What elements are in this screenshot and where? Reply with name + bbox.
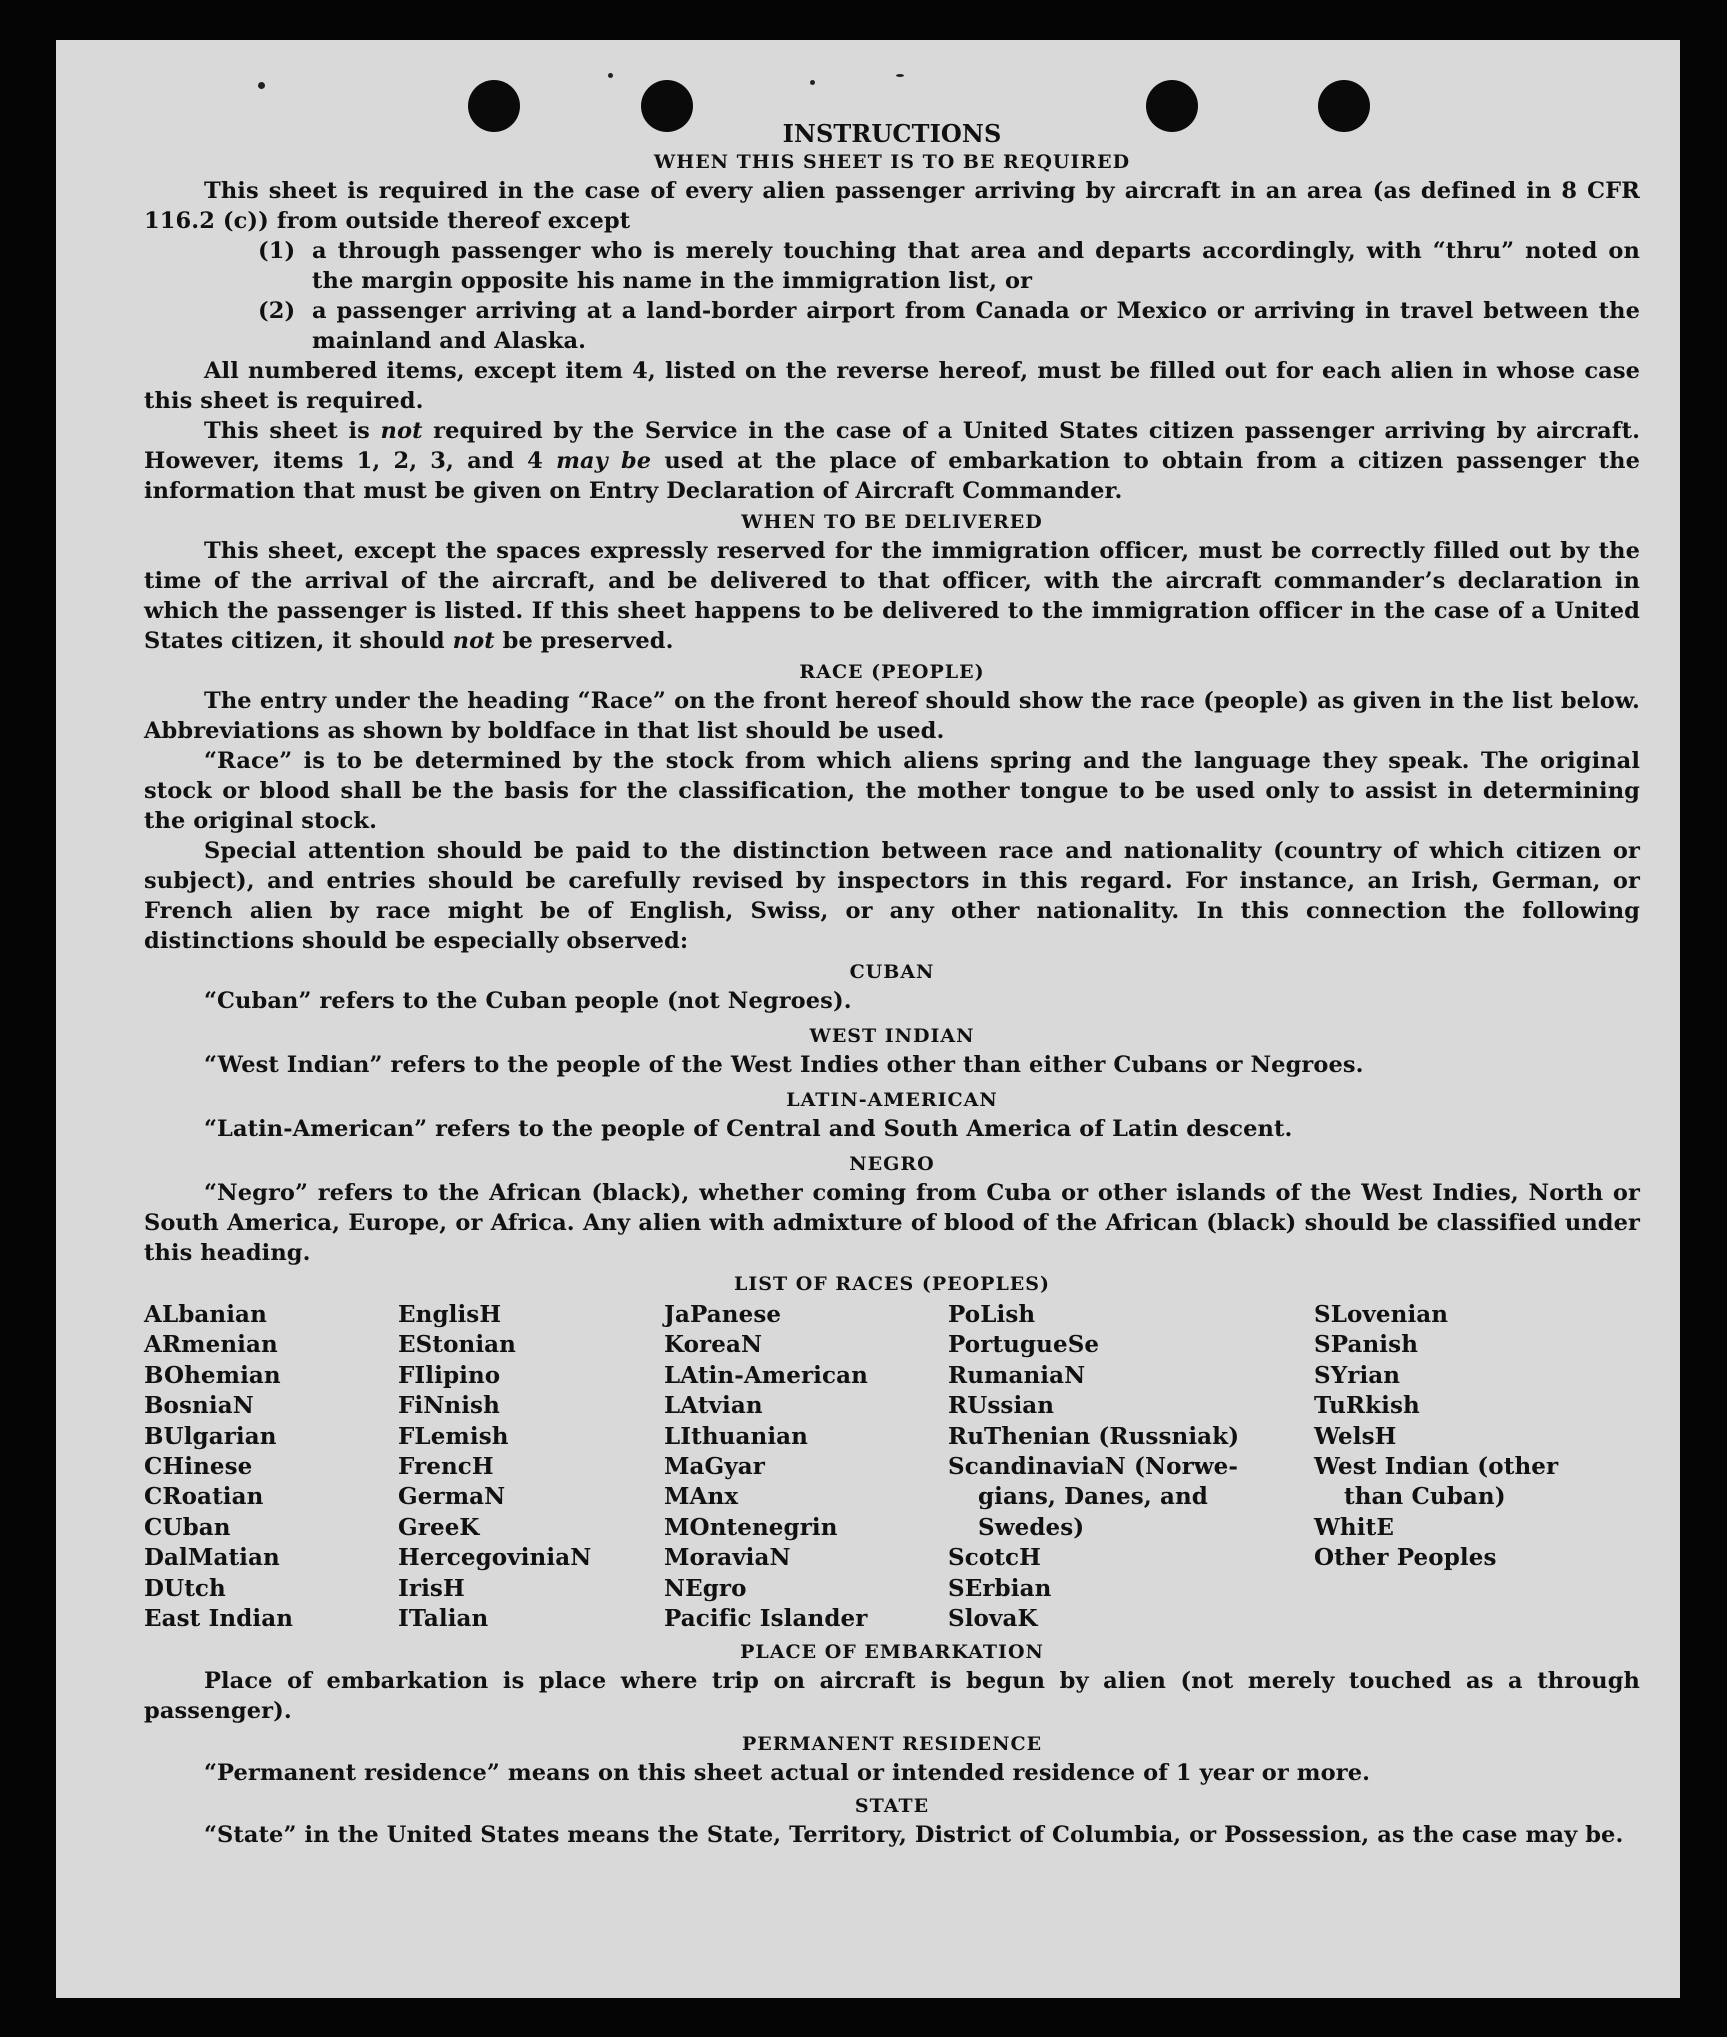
ink-speck	[896, 74, 904, 77]
section-heading: CUBAN	[849, 961, 935, 983]
instructions-content	[144, 118, 1640, 1850]
paragraph: “State” in the United States means the State, Territory, District of Columbia, or Possession, as the case may be.	[204, 1822, 1624, 1849]
race-item: ALbanian	[144, 1301, 267, 1328]
races-column-4	[948, 1300, 1314, 1634]
paragraph: This sheet is not required by the Service in the case of a United States citizen passenger arriving by aircraft. However, items 1, 2, 3, and 4 may be used at the place of embarkation to obtain from a citizen passenger the information that must be given on Entry Declaration of Aircraft Commander.	[144, 418, 1641, 504]
race-item: ARmenian	[144, 1331, 278, 1359]
paragraph: “Negro” refers to the African (black), whether coming from Cuba or other islands of the West Indies, North or South America, Europe, or Africa. Any alien with admixture of blood of the African (black) should be classified under this heading.	[144, 1180, 1640, 1266]
section-heading: LIST OF RACES (PEOPLES)	[734, 1273, 1050, 1295]
races-column-5	[1314, 1300, 1594, 1634]
race-item: GreeK	[398, 1513, 480, 1541]
race-item: FrencH	[398, 1453, 494, 1481]
section-heading: NEGRO	[849, 1153, 935, 1175]
race-item: East Indian	[144, 1605, 294, 1633]
item-number: (2)	[258, 298, 296, 324]
section-heading: LATIN-AMERICAN	[786, 1089, 998, 1111]
race-item: BUlgarian	[144, 1422, 277, 1450]
race-item: FiNnish	[398, 1392, 500, 1420]
paragraph: Place of embarkation is place where trip on aircraft is begun by alien (not merely touched as a through passenger).	[144, 1668, 1640, 1725]
paragraph: This sheet is required in the case of every alien passenger arriving by aircraft in an area (as defined in 8 CFR 116.2 (c)) from outside thereof except	[144, 178, 1640, 234]
list-item	[258, 236, 1640, 296]
races-column-2	[398, 1300, 664, 1634]
race-item: GermaN	[398, 1483, 506, 1511]
race-item: SPanish	[1314, 1331, 1419, 1359]
race-item: TuRkish	[1314, 1392, 1420, 1420]
list-item	[258, 296, 1640, 356]
section-heading: WHEN THIS SHEET IS TO BE REQUIRED	[653, 151, 1131, 173]
paragraph: “Race” is to be determined by the stock from which aliens spring and the language they speak. The original stock or blood shall be the basis for the classification, the mother tongue to be used only to assist in determining the original stock.	[144, 748, 1640, 834]
race-item: FIlipino	[398, 1361, 501, 1389]
race-item: ScandinaviaN (Norwe-	[948, 1453, 1239, 1481]
race-item: DalMatian	[144, 1544, 280, 1572]
item-text: a passenger arriving at a land-border airport from Canada or Mexico or arriving in travel between the mainland and Alaska.	[312, 298, 1640, 354]
document-sheet	[56, 40, 1680, 1998]
item-number: (1)	[258, 238, 296, 264]
section-heading: RACE (PEOPLE)	[799, 661, 985, 683]
paragraph: “Latin-American” refers to the people of Central and South America of Latin descent.	[204, 1116, 1293, 1142]
race-item: MOntenegrin	[664, 1513, 838, 1541]
race-item: DUtch	[144, 1574, 226, 1602]
race-item: SlovaK	[948, 1605, 1038, 1633]
race-item: than Cuban)	[1344, 1483, 1506, 1511]
race-item: ScotcH	[948, 1544, 1041, 1572]
race-item: WelsH	[1314, 1422, 1397, 1450]
section-heading: STATE	[854, 1795, 930, 1818]
race-item: MAnx	[664, 1483, 739, 1511]
race-item: West Indian (other	[1314, 1453, 1559, 1481]
race-item: IrisH	[398, 1574, 465, 1602]
races-column-1	[144, 1300, 398, 1634]
race-item: SYrian	[1314, 1361, 1401, 1389]
race-item: PoLish	[948, 1301, 1036, 1328]
race-item: SLovenian	[1314, 1301, 1449, 1328]
ink-speck	[608, 73, 613, 78]
races-column-3	[664, 1300, 948, 1634]
item-text: a through passenger who is merely touching that area and departs accordingly, with “thru” noted on the margin opposite his name in the immigration list, or	[312, 238, 1640, 294]
race-item: CRoatian	[144, 1483, 264, 1511]
race-item: MaGyar	[664, 1453, 765, 1481]
race-item: CHinese	[144, 1453, 253, 1481]
race-item: LIthuanian	[664, 1422, 808, 1450]
race-item: LAtvian	[664, 1392, 763, 1420]
race-item: KoreaN	[664, 1331, 763, 1359]
paragraph: The entry under the heading “Race” on the front hereof should show the race (people) as given in the list below. Abbreviations as shown by boldface in that list should be used.	[144, 688, 1640, 744]
race-item: Other Peoples	[1314, 1544, 1497, 1572]
race-item: HercegoviniaN	[398, 1544, 592, 1572]
race-item: MoraviaN	[664, 1544, 791, 1572]
race-item: Swedes)	[978, 1513, 1085, 1541]
paragraph: “Cuban” refers to the Cuban people (not Negroes).	[204, 988, 852, 1014]
ink-speck	[810, 80, 815, 85]
section-heading: WEST INDIAN	[809, 1025, 975, 1047]
paragraph: This sheet, except the spaces expressly reserved for the immigration officer, must be correctly filled out by the time of the arrival of the aircraft, and be delivered to that officer, with the aircraft commander’s declaration in which the passenger is listed. If this sheet happens to be delivered to the immigration officer in the case of a United States citizen, it should not be preserved.	[144, 538, 1640, 654]
race-item: LAtin-American	[664, 1361, 868, 1389]
paragraph: Special attention should be paid to the distinction between race and nationality (country of which citizen or subject), and entries should be carefully revised by inspectors in this regard. For instance, an Irish, German, or French alien by race might be of English, Swiss, or any other nationality. In this connection the following distinctions should be especially observed:	[144, 838, 1640, 954]
race-item: Pacific Islander	[664, 1605, 868, 1633]
paragraph: All numbered items, except item 4, listed on the reverse hereof, must be filled out for each alien in whose case this sheet is required.	[144, 358, 1640, 414]
race-item: CUban	[144, 1513, 231, 1541]
race-item: BOhemian	[144, 1361, 281, 1389]
ink-speck	[258, 82, 265, 89]
race-item: ITalian	[398, 1605, 489, 1633]
race-item: EStonian	[398, 1331, 516, 1359]
paragraph: “West Indian” refers to the people of the West Indies other than either Cubans or Negroes.	[204, 1052, 1364, 1078]
race-item: PortugueSe	[948, 1331, 1100, 1359]
section-heading: PERMANENT RESIDENCE	[741, 1733, 1043, 1756]
races-list	[144, 1300, 1640, 1634]
race-item: EnglisH	[398, 1301, 502, 1328]
race-item: BosniaN	[144, 1392, 254, 1420]
race-item: WhitE	[1314, 1513, 1394, 1541]
race-item: SErbian	[948, 1574, 1052, 1602]
paragraph: “Permanent residence” means on this sheet actual or intended residence of 1 year or more.	[204, 1760, 1371, 1787]
race-item: gians, Danes, and	[978, 1483, 1208, 1511]
section-heading: PLACE OF EMBARKATION	[740, 1641, 1044, 1664]
race-item: FLemish	[398, 1422, 509, 1450]
race-item: RumaniaN	[948, 1361, 1086, 1389]
race-item: JaPanese	[664, 1301, 782, 1328]
race-item: NEgro	[664, 1574, 747, 1602]
race-item: RuThenian (Russniak)	[948, 1422, 1240, 1450]
section-heading: WHEN TO BE DELIVERED	[741, 511, 1043, 533]
race-item: RUssian	[948, 1392, 1055, 1420]
page-title: INSTRUCTIONS	[782, 119, 1002, 148]
